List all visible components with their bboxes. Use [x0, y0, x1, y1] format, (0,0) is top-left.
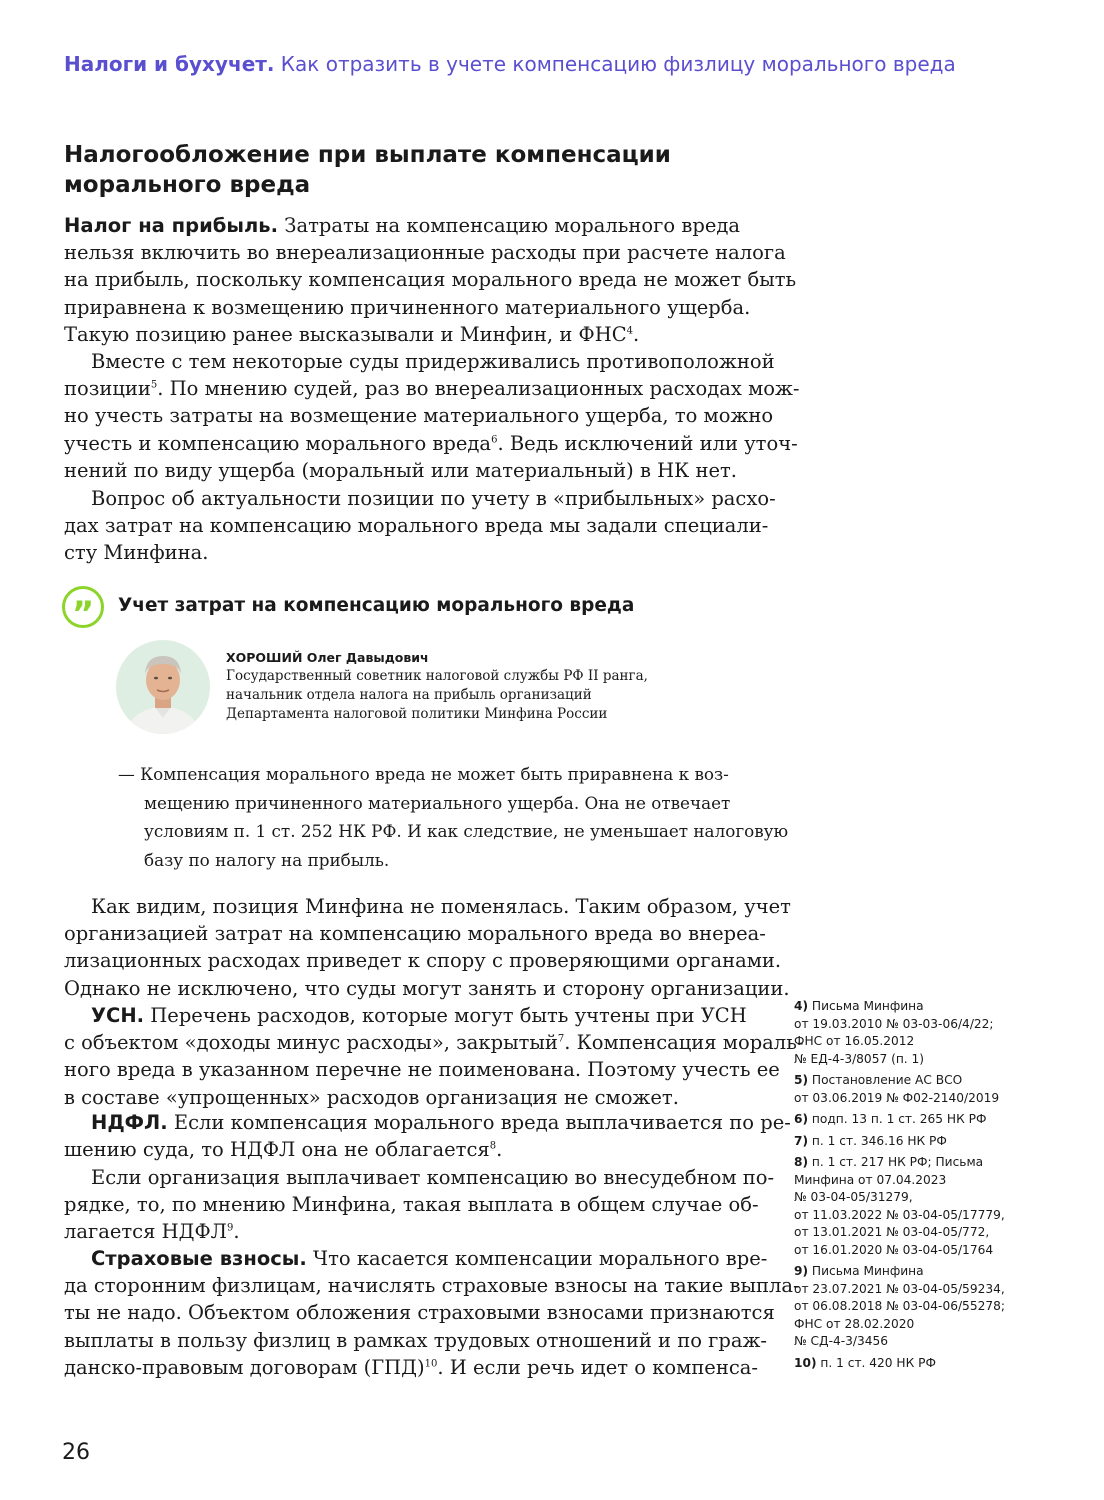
- paragraph-courts: [64, 348, 800, 484]
- footnote-line: № СД-4-3/3456: [794, 1334, 889, 1348]
- footnote-line: ФНС от 28.02.2020: [794, 1316, 915, 1331]
- footnote-ref: 8: [489, 1140, 497, 1152]
- footnote-ref: 7: [557, 1033, 565, 1045]
- footnote-line: [794, 1133, 1044, 1151]
- section-title-line: морального вреда: [64, 172, 311, 198]
- footnote-line: ФНС от 16.05.2012: [794, 1034, 915, 1048]
- text-line: Такую позицию ранее высказывали и Минфин, и ФНС: [64, 322, 627, 346]
- footnote-number: 9): [794, 1264, 809, 1278]
- paragraph-conclusion: [64, 893, 791, 1002]
- footnote: [794, 1263, 1044, 1351]
- footnote-line: № 03-04-05/31279,: [794, 1190, 913, 1204]
- text-line: да сторонним физлицам, начислять страховые взносы на такие выпла-: [64, 1274, 800, 1298]
- lead-usn: УСН.: [91, 1004, 145, 1027]
- paragraph-out-of-court: [64, 1164, 775, 1246]
- text-line: дах затрат на компенсацию морального вреда мы задали специали-: [64, 514, 769, 538]
- text-line: Как видим, позиция Минфина не поменялась. Таким образом, учет: [91, 895, 791, 918]
- expert-position: Департамента налоговой политики Минфина России: [226, 706, 608, 722]
- header-title: Как отразить в учете компенсацию физлицу морального вреда: [274, 52, 956, 76]
- text-line: . По мнению судей, раз во внереализационных расходах мож-: [157, 377, 800, 401]
- footnote-line: от 03.06.2019 № Ф02-2140/2019: [794, 1090, 1000, 1105]
- text-line: Вопрос об актуальности позиции по учету в «прибыльных» расхо-: [91, 487, 776, 510]
- footnote-line: [794, 998, 1044, 1016]
- text-line: выплаты в пользу физлиц в рамках трудовых отношений и по граж-: [64, 1328, 768, 1352]
- section-title-line: Налогообложение при выплате компенсации: [64, 142, 671, 168]
- text-line: данско-правовым договорам (ГПД): [64, 1355, 425, 1379]
- expert-position: начальник отдела налога на прибыль организаций: [226, 687, 592, 703]
- text-line: Если компенсация морального вреда выплачивается по ре-: [167, 1111, 791, 1134]
- text-line: Перечень расходов, которые могут быть учтены при УСН: [144, 1004, 747, 1027]
- footnote-line: [794, 1154, 1044, 1172]
- text-line: учесть и компенсацию морального вреда: [64, 431, 492, 455]
- quote-title: Учет затрат на компенсацию морального вреда: [118, 595, 635, 616]
- footnote: [794, 1355, 1044, 1373]
- running-header: [64, 52, 1064, 76]
- paragraph-ndfl: [64, 1109, 791, 1163]
- footnote-text: Постановление АС ВСО: [808, 1073, 963, 1087]
- footnote-ref: 6: [491, 434, 498, 446]
- expert-photo: [116, 640, 210, 734]
- text-line: но учесть затраты на возмещение материального ущерба, то можно: [64, 404, 774, 428]
- footnote: [794, 1111, 1044, 1129]
- lead-insurance: Страховые взносы.: [91, 1247, 307, 1270]
- footnote-line: от 11.03.2022 № 03-04-05/17779,: [794, 1207, 1005, 1222]
- footnote-line: № ЕД-4-3/8057 (п. 1): [794, 1051, 925, 1066]
- text-line: сту Минфина.: [64, 541, 209, 565]
- text-line: ты не надо. Объектом обложения страховыми взносами признаются: [64, 1301, 775, 1325]
- footnote-number: 8): [794, 1155, 809, 1169]
- lead-profit-tax: Налог на прибыль.: [64, 214, 279, 237]
- footnote-number: 6): [794, 1112, 809, 1126]
- footnote-line: [794, 1263, 1044, 1281]
- quote-line: мещению причиненного материального ущерба. Она не отвечает: [144, 792, 731, 813]
- lead-ndfl: НДФЛ.: [91, 1111, 168, 1134]
- section-title: [64, 140, 754, 200]
- text-line: нельзя включить во внереализационные расходы при расчете налога: [64, 241, 786, 265]
- text-line: Вместе с тем некоторые суды придерживались противоположной: [91, 350, 775, 373]
- footnote-text: п. 1 ст. 217 НК РФ; Письма: [808, 1155, 984, 1169]
- quote-line: — Компенсация морального вреда не может быть приравнена к воз-: [118, 764, 729, 784]
- paragraph-question: [64, 485, 776, 567]
- expert-avatar: [116, 640, 210, 734]
- footnote-text: Письма Минфина: [808, 1264, 924, 1278]
- text-line: .: [233, 1220, 240, 1244]
- text-line: .: [633, 322, 640, 346]
- footnote-number: 5): [794, 1073, 809, 1087]
- footnote-number: 4): [794, 999, 809, 1013]
- footnote-line: от 23.07.2021 № 03-04-05/59234,: [794, 1281, 1005, 1296]
- footnote-text: Письма Минфина: [808, 999, 924, 1013]
- text-line: ного вреда в указанном перечне не поименована. Поэтому учесть ее: [64, 1058, 780, 1082]
- text-line: в составе «упрощенных» расходов организация не сможет.: [64, 1085, 679, 1109]
- footnote-text: п. 1 ст. 420 НК РФ: [816, 1355, 936, 1370]
- quote-icon: ”: [62, 586, 104, 628]
- paragraph-profit-tax: [64, 212, 797, 348]
- footnote-ref: 9: [226, 1222, 234, 1234]
- text-line: . Ведь исключений или уточ-: [497, 431, 798, 455]
- footnote-line: от 06.08.2018 № 03-04-06/55278;: [794, 1299, 1005, 1313]
- footnote-line: [794, 1072, 1044, 1090]
- text-line: лагается НДФЛ: [64, 1220, 227, 1244]
- text-line: приравнена к возмещению причиненного материального ущерба.: [64, 295, 751, 319]
- expert-name: ХОРОШИЙ Олег Давыдович: [226, 650, 429, 665]
- text-line: Если организация выплачивает компенсацию во внесудебном по-: [91, 1166, 775, 1189]
- footnote: [794, 998, 1044, 1068]
- footnote: [794, 1072, 1044, 1107]
- footnote-text: п. 1 ст. 346.16 НК РФ: [808, 1133, 947, 1148]
- footnote-line: [794, 1355, 1044, 1373]
- footnote-line: от 16.01.2020 № 03-04-05/1764: [794, 1242, 994, 1257]
- text-line: организацией затрат на компенсацию морального вреда во внереа-: [64, 922, 766, 946]
- footnote-ref: 4: [626, 325, 633, 337]
- paragraph-insurance: [64, 1245, 800, 1381]
- expert-quote-text: [118, 760, 789, 874]
- text-line: нений по виду ущерба (моральный или материальный) в НК нет.: [64, 458, 737, 482]
- footnote-number: 7): [794, 1133, 809, 1148]
- text-line: с объектом «доходы минус расходы», закрытый: [64, 1031, 558, 1055]
- footnote: [794, 1154, 1044, 1259]
- page-number: 26: [62, 1440, 90, 1465]
- text-line: Однако не исключено, что суды могут занять и сторону организации.: [64, 976, 790, 1000]
- quote-line: условиям п. 1 ст. 252 НК РФ. И как следствие, не уменьшает налоговую: [144, 821, 789, 841]
- text-line: . И если речь идет о компенса-: [437, 1355, 758, 1379]
- footnote-line: Минфина от 07.04.2023: [794, 1172, 947, 1187]
- text-line: .: [496, 1138, 503, 1162]
- text-line: шению суда, то НДФЛ она не облагается: [64, 1138, 490, 1162]
- text-line: Что касается компенсации морального вре-: [306, 1247, 768, 1270]
- text-line: на прибыль, поскольку компенсация морального вреда не может быть: [64, 268, 797, 292]
- paragraph-usn: [64, 1002, 804, 1111]
- footnotes: [794, 998, 1044, 1376]
- footnote-ref: 10: [424, 1358, 438, 1370]
- text-line: Затраты на компенсацию морального вреда: [278, 214, 740, 237]
- footnote-ref: 5: [150, 379, 158, 391]
- footnote: [794, 1133, 1044, 1151]
- text-line: рядке, то, по мнению Минфина, такая выплата в общем случае об-: [64, 1193, 759, 1217]
- expert-position: Государственный советник налоговой службы РФ II ранга,: [226, 668, 648, 684]
- expert-info: [226, 648, 648, 724]
- text-line: лизационных расходах приведет к спору с проверяющими органами.: [64, 949, 782, 973]
- text-line: . Компенсация мораль-: [564, 1031, 804, 1055]
- header-rubric: Налоги и бухучет.: [64, 52, 275, 76]
- text-line: позиции: [64, 377, 151, 401]
- footnote-line: [794, 1111, 1044, 1129]
- quote-line: базу по налогу на прибыль.: [144, 849, 390, 870]
- footnote-number: 10): [794, 1355, 817, 1370]
- footnote-line: от 19.03.2010 № 03-03-06/4/22;: [794, 1016, 994, 1031]
- expert-quote-header: [62, 586, 762, 634]
- footnote-text: подп. 13 п. 1 ст. 265 НК РФ: [808, 1112, 987, 1126]
- footnote-line: от 13.01.2021 № 03-04-05/772,: [794, 1225, 990, 1239]
